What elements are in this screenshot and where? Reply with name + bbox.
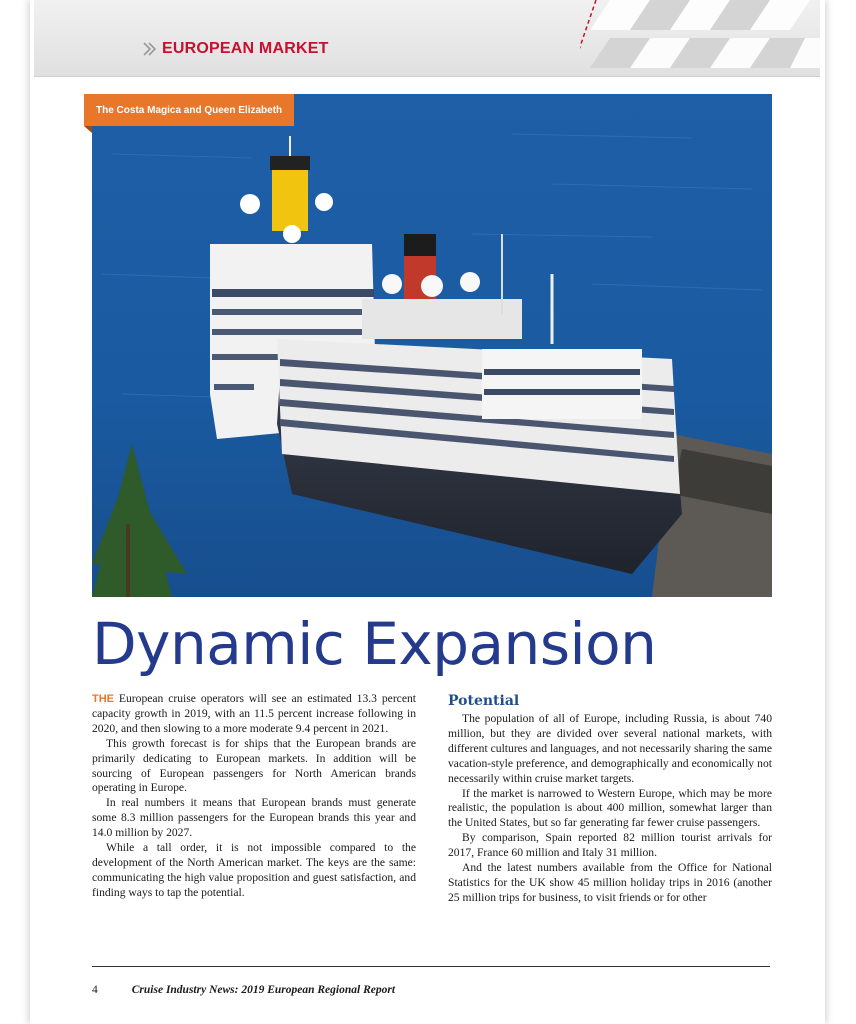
- paragraph-4: While a tall order, it is not impossible compared to the development of the North American market. The keys are the same: communicating the high value proposition and guest satisfaction, and finding ways to tap the potential.: [92, 841, 416, 899]
- section-label: [142, 40, 329, 58]
- photo-illustration: [92, 94, 772, 597]
- photo-caption: [84, 94, 294, 126]
- page-header: [34, 0, 820, 77]
- page-number: 4: [92, 984, 98, 996]
- footer-rule: [92, 966, 770, 967]
- publication-title: Cruise Industry News: 2019 European Regional Report: [131, 984, 396, 996]
- section-label-text: EUROPEAN MARKET: [162, 40, 329, 57]
- subhead-potential: Potential: [448, 693, 520, 709]
- paragraph-1: THE European cruise operators will see an estimated 13.3 percent capacity growth in 2019, with an 11.5 percent increase following in 2020, and then slowing to a more moderate 9.4 percent in 2021.: [92, 692, 416, 735]
- page-footer: [92, 984, 395, 996]
- paragraph-3: In real numbers it means that European brands must generate some 8.3 million passengers for the European brands this year and 14.0 million by 2027.: [92, 796, 416, 840]
- paragraph-8: And the latest numbers available from the Office for National Statistics for the UK show 45 million holiday trips in 2016 (another 25 million trips for business, to visit friends or for other: [448, 861, 772, 904]
- paragraph-2: This growth forecast is for ships that the European brands are primarily dedicating to European markets. In addition will be sourcing of European passengers for North American brands operating in Europe.: [92, 736, 416, 795]
- double-chevron-right-icon: [142, 42, 158, 56]
- paragraph-5: The population of all of Europe, including Russia, is about 740 million, but they are divided over several national markets, with different cultures and languages, and not necessarily sharing the same vacation-style preference, and demographically and economically not necessarily within cruise market targets.: [448, 712, 772, 785]
- article-right-column: [448, 692, 772, 906]
- lead-word: THE: [92, 693, 114, 705]
- article-headline: Dynamic Expansion: [92, 610, 657, 678]
- article-left-column: [92, 692, 416, 901]
- cruise-ships-photo: [92, 94, 772, 597]
- paragraph-7: By comparison, Spain reported 82 million tourist arrivals for 2017, France 60 million and Italy 31 million.: [448, 831, 772, 860]
- caption-fold: [84, 126, 92, 133]
- header-checker-pattern: [580, 0, 820, 76]
- photo-caption-text: The Costa Magica and Queen Elizabeth: [96, 104, 283, 116]
- paragraph-6: If the market is narrowed to Western Europe, which may be more realistic, the population is about 400 million, somewhat larger than the United States, but so far generating far fewer cruise passengers.: [448, 786, 772, 830]
